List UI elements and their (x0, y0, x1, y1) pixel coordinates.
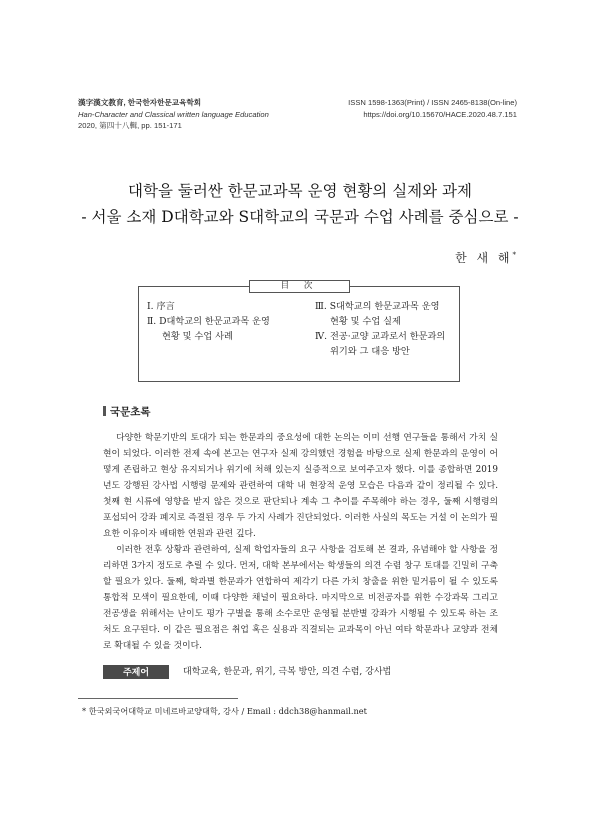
publication-ids (348, 97, 517, 120)
keywords-text: 대학교육, 한문과, 위기, 극복 방안, 의견 수렴, 강사법 (183, 667, 392, 677)
author-name: 한 새 해 (455, 251, 513, 265)
journal-english-name: Han-Character and Classical written language Education (78, 109, 269, 119)
keywords-label: 주제어 (103, 665, 169, 679)
abstract-paragraph: 이러한 전후 상황과 관련하여, 실제 학업자들의 요구 사항을 검토해 본 결과, 유념해야 할 사항을 정리하면 3가지 정도로 추릴 수 있다. 먼저, 대학 본부에서는 학생들의 의견 수렴 창구 토대를 긴밀히 구축할 필요가 있다. 둘째, 학과별 한문과가 연합하여 제각기 다른 가치 창출을 위한 밑거름이 될 수 있도록 통합적 모색이 필요한데, 이때 다양한 채널이 필요하다. 마지막으로 비전공자를 위한 수강과목 그리고 전공생을 위해서는 난이도 평가 구별을 통해 소수로만 운영될 분반별 강좌가 시행될 수 있도록 하는 조처도 요구된다. 이 같은 필요점은 취업 혹은 실용과 직결되는 교과목이 아닌 여타 학문과나 교양과 전체로 확대될 수 있을 것이다. (103, 545, 498, 651)
journal-name: 漢字漢文教育, 한국한자한문교육학회 (78, 98, 202, 107)
paper-title: 대학을 둘러싼 한문교과목 운영 현황의 실제와 과제 (128, 182, 472, 200)
abstract-heading-text: 국문초록 (110, 406, 151, 418)
toc-item: 위기와 그 대응 방안 (330, 346, 410, 357)
toc-item: Ⅰ. 序言 (147, 301, 175, 312)
toc-right-column (315, 299, 445, 359)
abstract-heading (103, 404, 151, 419)
paper-subtitle: - 서울 소재 D대학교와 S대학교의 국문과 수업 사례를 중심으로 - (81, 208, 519, 226)
toc-item: Ⅱ. D대학교의 한문교과목 운영 (147, 316, 270, 327)
issn: ISSN 1598-1363(Print) / ISSN 2465-8138(On-line) (348, 98, 517, 107)
footnote: * 한국외국어대학교 미네르바교양대학, 강사 / Email : ddch38@hanmail.net (82, 706, 367, 716)
heading-bar (103, 406, 106, 416)
toc-heading: 目 次 (249, 280, 350, 293)
toc-item: 현황 및 수업 실제 (330, 316, 401, 327)
abstract-body (103, 430, 498, 654)
author-footnote-mark: * (512, 251, 516, 259)
journal-info (78, 97, 269, 132)
doi-link[interactable]: https://doi.org/10.15670/HACE.2020.48.7.151 (363, 109, 517, 119)
abstract-paragraph: 다양한 학문기반의 토대가 되는 한문과의 중요성에 대한 논의는 이미 선행 연구들을 통해서 가치 실현이 되었다. 이러한 전제 속에 본고는 연구자 실제 강의했던 경험을 바탕으로 실제 한문과의 운영이 어떻게 존립하고 현상 유지되거나 위기에 처해 있는지 실증적으로 보여주고자 했다. 이를 종합하면 2019년도 강행된 강사법 시행령 문제와 관련하여 대학 내 현장적 운영 모습은 다음과 같이 정리될 수 있다. 첫째 현 시류에 영향을 받지 않은 것으로 판단되나 계속 그 추이를 주목해야 하는 경우, 둘째 시행령의 포섭되어 강좌 폐지로 즉결된 경우 두 가지 사례가 진단되었다. 이러한 사실의 목도는 거설 이 논의가 필요한 이유이자 배태한 연원과 관련 깊다. (103, 433, 498, 539)
toc-item: Ⅲ. S대학교의 한문교과목 운영 (315, 301, 440, 312)
toc-item: 현황 및 수업 사례 (162, 331, 233, 342)
toc-left-column (147, 299, 270, 344)
author (455, 249, 516, 266)
footnote-divider (78, 698, 238, 699)
journal-volume: 2020, 第四十八輯, pp. 151-171 (78, 121, 182, 130)
toc-item: Ⅳ. 전공·교양 교과로서 한문과의 (315, 331, 446, 342)
table-of-contents (138, 281, 460, 382)
